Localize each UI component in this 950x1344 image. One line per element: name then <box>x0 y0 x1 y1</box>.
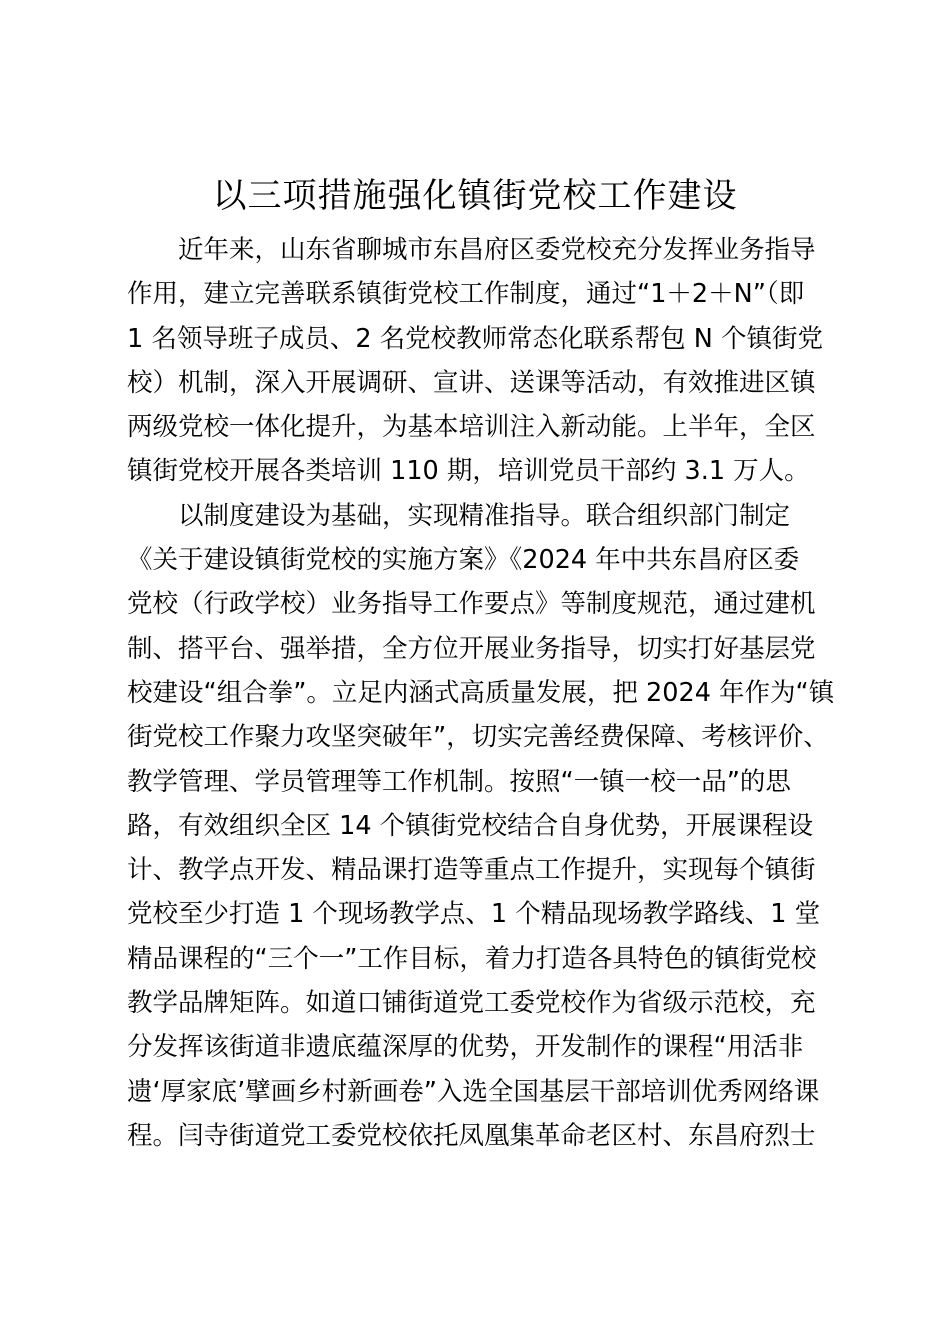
paragraph-line: 教学品牌矩阵。如道口铺街道党工委党校作为省级示范校，充 <box>127 988 816 1019</box>
paragraph-line: 路，有效组织全区 14 个镇街党校结合自身优势，开展课程设 <box>127 810 814 841</box>
paragraph-line: 校）机制，深入开展调研、宣讲、送课等活动，有效推进区镇 <box>127 367 816 398</box>
document-title: 以三项措施强化镇街党校工作建设 <box>212 176 738 216</box>
paragraph-line: 党校至少打造 1 个现场教学点、1 个精品现场教学路线、1 堂 <box>127 899 821 930</box>
paragraph <box>127 494 835 1158</box>
paragraph-line: 《关于建设镇街党校的实施方案》《2024 年中共东昌府区委 <box>127 545 800 576</box>
paragraph-line: 近年来，山东省聊城市东昌府区委党校充分发挥业务指导 <box>178 235 816 265</box>
paragraph-line: 精品课程的“三个一”工作目标，着力打造各具特色的镇街党校 <box>127 943 817 974</box>
paragraph-line: 教学管理、学员管理等工作机制。按照“一镇一校一品”的思 <box>127 766 791 797</box>
paragraph-line: 分发挥该街道非遗底蕴深厚的优势，开发制作的课程“用活非 <box>127 1032 804 1063</box>
paragraph-line: 镇街党校开展各类培训 110 期，培训党员干部约 3.1 万人。 <box>127 456 810 487</box>
paragraph-line: 街党校工作聚力攻坚突破年”，切实完善经费保障、考核评价、 <box>127 722 829 753</box>
paragraph <box>127 228 827 494</box>
paragraph-line: 1 名领导班子成员、2 名党校教师常态化联系帮包 N 个镇街党 <box>127 323 823 354</box>
paragraph-line: 以制度建设为基础，实现精准指导。联合组织部门制定 <box>178 500 791 531</box>
paragraph-line: 遗‘厚家底’擘画乡村新画卷”入选全国基层干部培训优秀网络课 <box>127 1076 820 1107</box>
paragraph-line: 作用，建立完善联系镇街党校工作制度，通过“1＋2＋N”（即 <box>127 279 805 310</box>
document-body <box>127 228 835 1158</box>
paragraph-line: 党校（行政学校）业务指导工作要点》等制度规范，通过建机 <box>127 589 816 620</box>
paragraph-line: 两级党校一体化提升，为基本培训注入新动能。上半年，全区 <box>127 412 816 443</box>
paragraph-line: 计、教学点开发、精品课打造等重点工作提升，实现每个镇街 <box>127 855 816 886</box>
paragraph-line: 校建设“组合拳”。立足内涵式高质量发展，把 2024 年作为“镇 <box>127 677 835 708</box>
paragraph-line: 程。闫寺街道党工委党校依托凤凰集革命老区村、东昌府烈士 <box>127 1120 816 1151</box>
paragraph-line: 制、搭平台、强举措，全方位开展业务指导，切实打好基层党 <box>127 633 816 664</box>
